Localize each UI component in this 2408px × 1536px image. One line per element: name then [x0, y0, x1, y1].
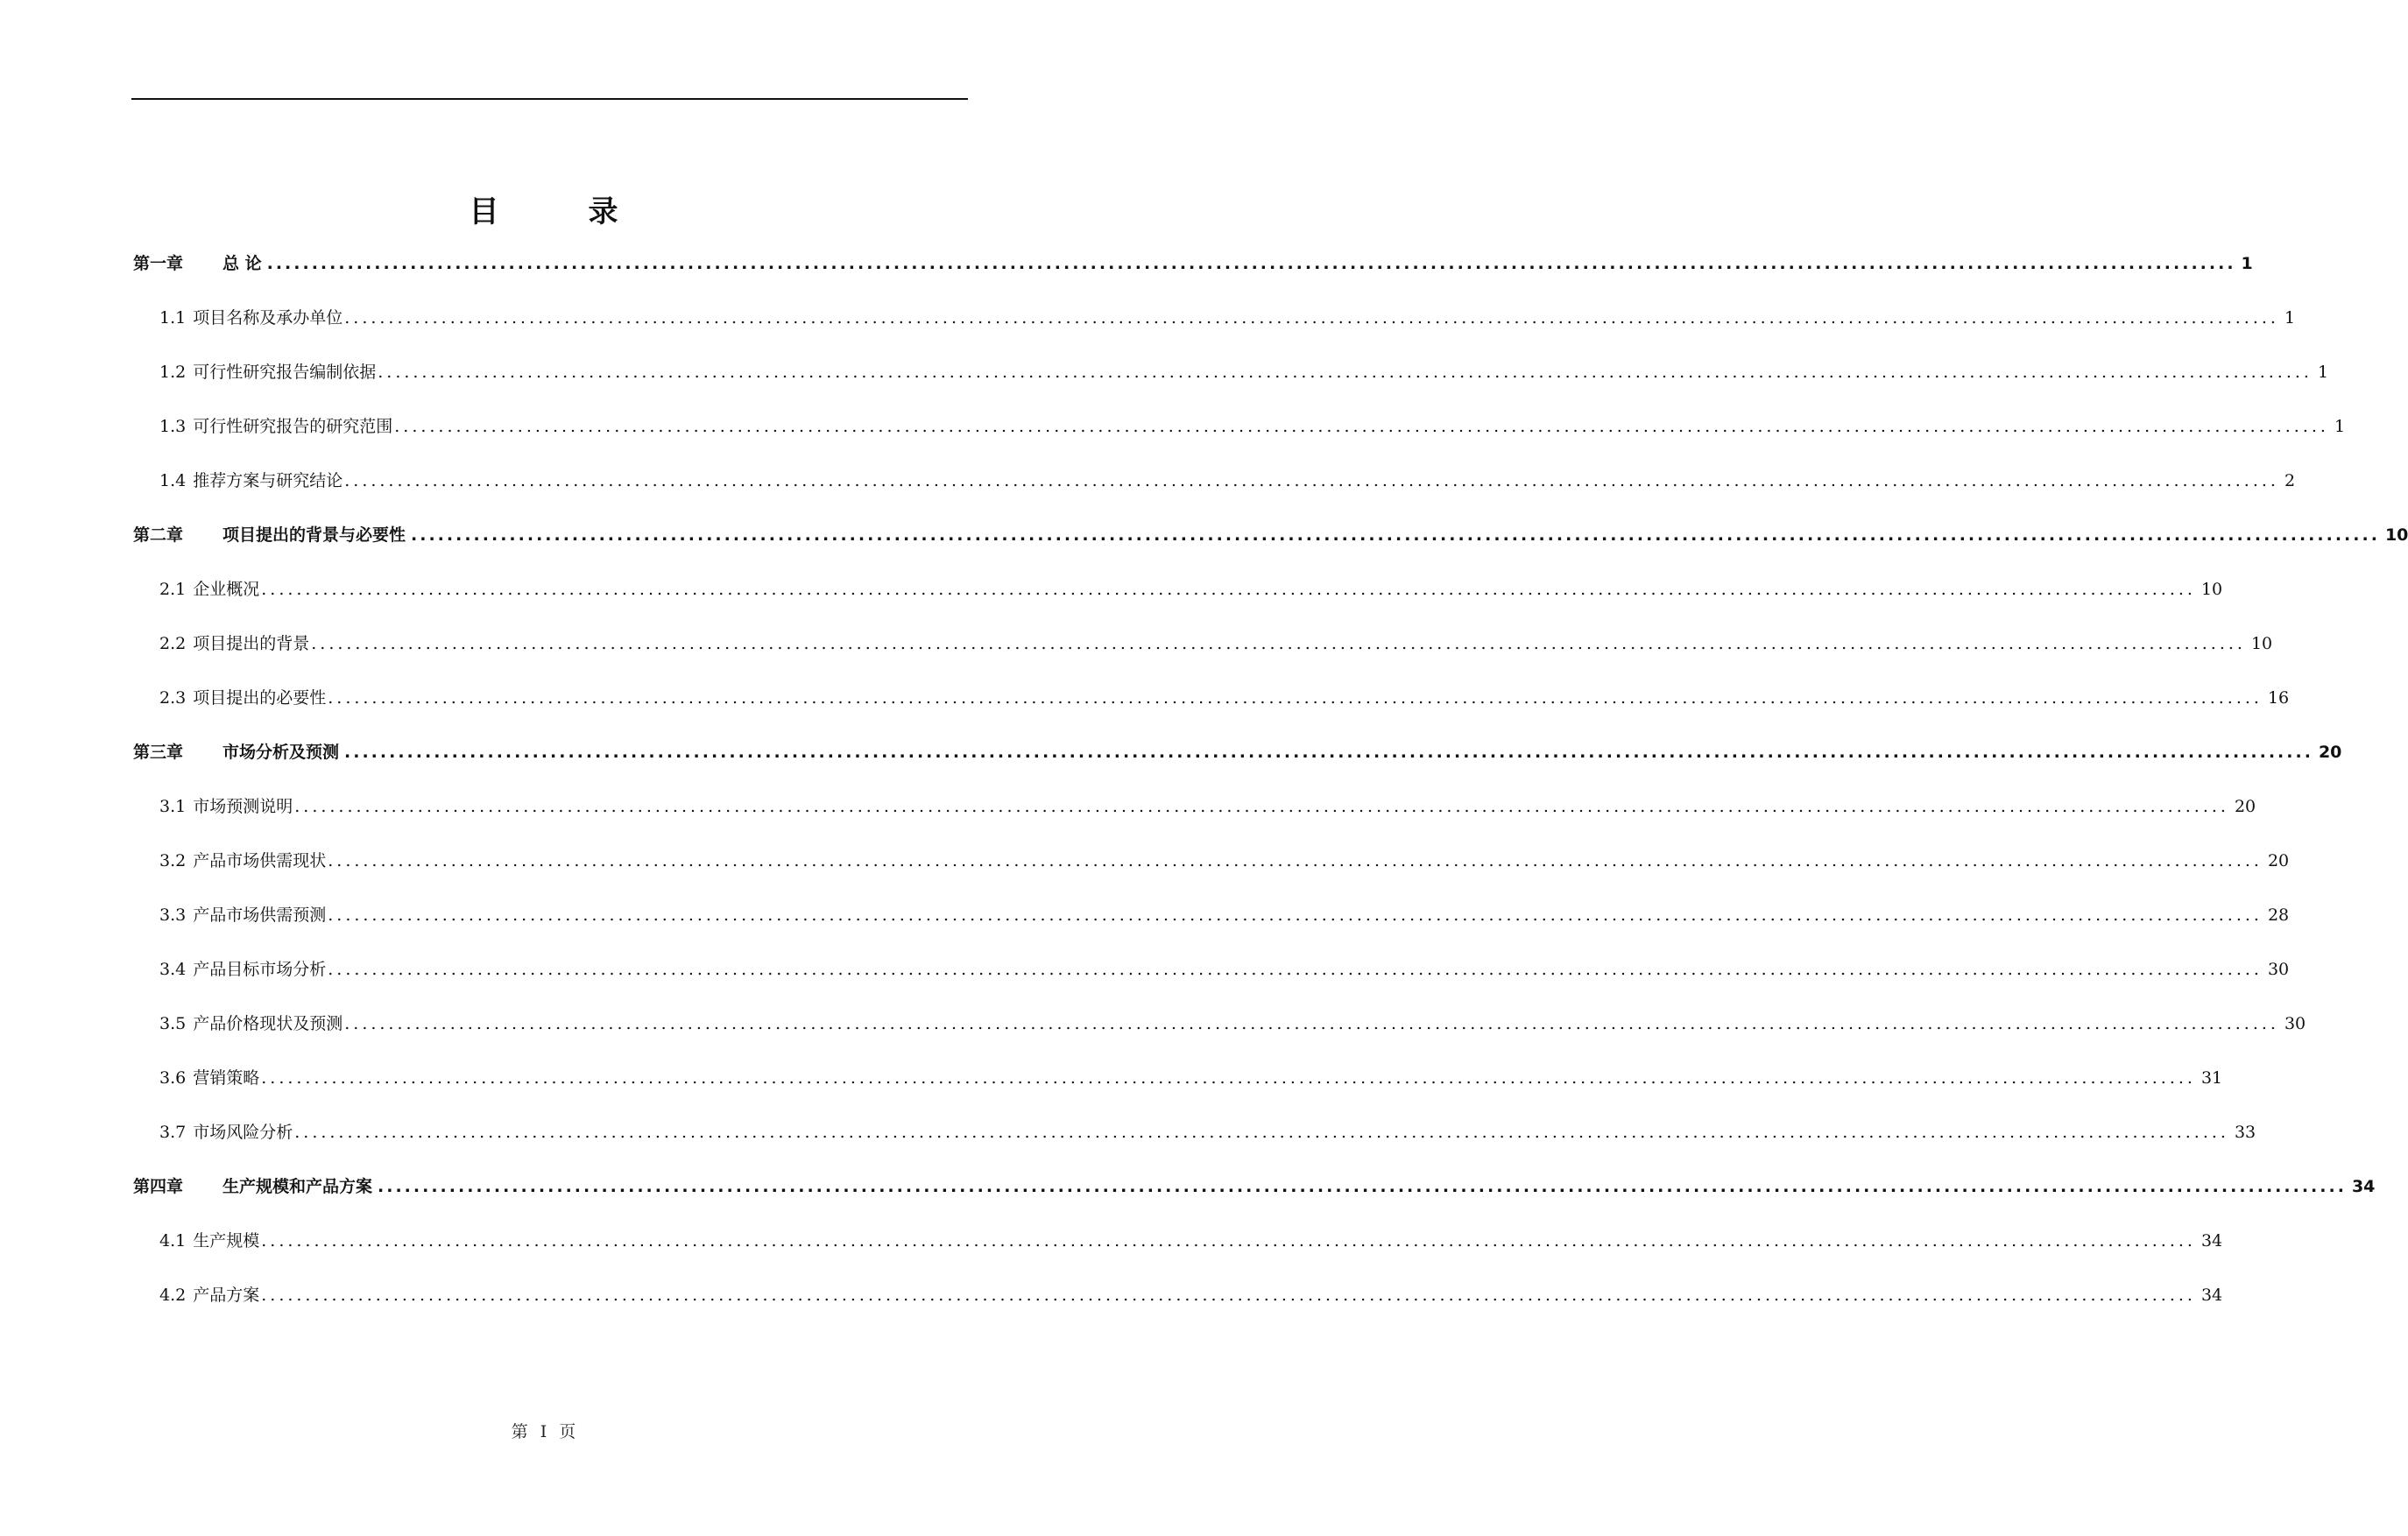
toc-dot-leader: ............................................................................................................................................................................................................................	[378, 363, 2313, 382]
toc-dot-leader: ............................................................................................................................................................................................................................	[294, 1123, 2229, 1142]
toc-entry-title: 营销策略	[193, 1068, 260, 1088]
toc-entry-page: 31	[2200, 1068, 2223, 1088]
toc-entry-page: 10	[2250, 634, 2273, 653]
toc-dot-leader: ............................................................................................................................................................................................................................	[378, 1177, 2347, 1196]
toc-entry-number: 3.1	[159, 797, 187, 816]
toc-entry-number: 3.3	[159, 905, 187, 925]
toc-dot-leader: ............................................................................................................................................................................................................................	[311, 634, 2246, 653]
toc-entry-page: 20	[2234, 797, 2256, 816]
toc-entry-number: 1.3	[159, 417, 187, 436]
toc-section-entry[interactable]	[133, 1282, 2223, 1336]
toc-list	[133, 250, 2408, 1336]
footer-suffix: 页	[559, 1422, 576, 1441]
toc-entry-number: 3.7	[159, 1123, 187, 1142]
toc-entry-title: 总 论	[222, 254, 262, 273]
toc-entry-title: 产品市场供需现状	[193, 851, 327, 870]
toc-entry-title: 项目名称及承办单位	[193, 308, 343, 328]
toc-dot-leader: ............................................................................................................................................................................................................................	[266, 254, 2236, 273]
toc-entry-number: 1.2	[159, 363, 187, 382]
toc-section-entry[interactable]	[133, 305, 2296, 359]
toc-section-entry[interactable]	[133, 413, 2346, 468]
toc-section-entry[interactable]	[133, 468, 2296, 522]
toc-entry-title: 市场风险分析	[193, 1123, 293, 1142]
toc-chapter-entry[interactable]	[133, 250, 2253, 305]
toc-entry-title: 产品价格现状及预测	[193, 1014, 343, 1033]
toc-entry-page: 16	[2267, 688, 2290, 708]
toc-entry-title: 产品方案	[193, 1286, 260, 1305]
toc-entry-title: 企业概况	[193, 580, 260, 599]
toc-entry-page: 34	[2200, 1286, 2223, 1305]
toc-dot-leader: ............................................................................................................................................................................................................................	[344, 1014, 2279, 1033]
toc-entry-number: 1.1	[159, 308, 187, 328]
toc-entry-title: 市场预测说明	[193, 797, 293, 816]
toc-section-entry[interactable]	[133, 793, 2256, 848]
toc-entry-page: 34	[2200, 1231, 2223, 1251]
toc-section-entry[interactable]	[133, 848, 2290, 902]
toc-entry-title: 产品目标市场分析	[193, 960, 327, 979]
toc-entry-title: 可行性研究报告的研究范围	[193, 417, 393, 436]
toc-entry-number: 1.4	[159, 471, 187, 490]
toc-dot-leader: ............................................................................................................................................................................................................................	[328, 960, 2263, 979]
toc-entry-page: 30	[2267, 960, 2290, 979]
toc-section-entry[interactable]	[133, 1011, 2306, 1065]
toc-entry-number: 3.6	[159, 1068, 187, 1088]
toc-entry-page: 1	[2284, 308, 2296, 328]
toc-entry-page: 1	[2334, 417, 2346, 436]
toc-entry-number: 3.5	[159, 1014, 187, 1033]
toc-chapter-entry[interactable]	[133, 1173, 2376, 1228]
toc-dot-leader: ............................................................................................................................................................................................................................	[411, 525, 2380, 545]
toc-entry-number: 2.1	[159, 580, 187, 599]
toc-section-entry[interactable]	[133, 902, 2290, 956]
toc-title: 目 录	[469, 194, 648, 229]
toc-entry-number: 3.4	[159, 960, 187, 979]
toc-entry-title: 项目提出的必要性	[193, 688, 327, 708]
footer-page-number: I	[540, 1422, 547, 1441]
toc-entry-number: 2.3	[159, 688, 187, 708]
toc-section-entry[interactable]	[133, 956, 2290, 1011]
toc-dot-leader: ............................................................................................................................................................................................................................	[261, 580, 2196, 599]
toc-dot-leader: ............................................................................................................................................................................................................................	[344, 471, 2279, 490]
toc-entry-page: 1	[2241, 254, 2253, 273]
toc-entry-page: 10	[2384, 525, 2408, 545]
toc-entry-title: 项目提出的背景	[193, 634, 310, 653]
toc-entry-title: 项目提出的背景与必要性	[222, 525, 406, 545]
toc-entry-page: 1	[2317, 363, 2329, 382]
toc-entry-page: 2	[2284, 471, 2296, 490]
toc-section-entry[interactable]	[133, 1228, 2223, 1282]
toc-entry-number: 第四章	[133, 1177, 184, 1196]
toc-entry-title: 生产规模和产品方案	[222, 1177, 373, 1196]
toc-dot-leader: ............................................................................................................................................................................................................................	[294, 797, 2229, 816]
toc-entry-number: 第二章	[133, 525, 184, 545]
header-rule	[131, 98, 968, 100]
toc-entry-number: 3.2	[159, 851, 187, 870]
toc-chapter-entry[interactable]	[133, 739, 2342, 793]
toc-section-entry[interactable]	[133, 1119, 2256, 1173]
toc-section-entry[interactable]	[133, 631, 2273, 685]
toc-dot-leader: ............................................................................................................................................................................................................................	[328, 905, 2263, 925]
toc-dot-leader: ............................................................................................................................................................................................................................	[394, 417, 2329, 436]
toc-chapter-entry[interactable]	[133, 522, 2408, 576]
toc-entry-title: 生产规模	[193, 1231, 260, 1251]
toc-entry-page: 10	[2200, 580, 2223, 599]
toc-entry-page: 20	[2267, 851, 2290, 870]
toc-entry-number: 4.2	[159, 1286, 187, 1305]
toc-entry-number: 2.2	[159, 634, 187, 653]
toc-entry-page: 28	[2267, 905, 2290, 925]
toc-entry-number: 4.1	[159, 1231, 187, 1251]
toc-dot-leader: ............................................................................................................................................................................................................................	[261, 1286, 2196, 1305]
toc-entry-number: 第一章	[133, 254, 184, 273]
toc-dot-leader: ............................................................................................................................................................................................................................	[261, 1231, 2196, 1251]
footer-prefix: 第	[511, 1422, 528, 1441]
toc-entry-page: 20	[2318, 743, 2342, 762]
toc-section-entry[interactable]	[133, 576, 2223, 631]
toc-entry-title: 市场分析及预测	[222, 743, 340, 762]
toc-section-entry[interactable]	[133, 1065, 2223, 1119]
toc-dot-leader: ............................................................................................................................................................................................................................	[261, 1068, 2196, 1088]
toc-dot-leader: ............................................................................................................................................................................................................................	[344, 743, 2313, 762]
page-footer	[0, 1419, 1087, 1442]
toc-dot-leader: ............................................................................................................................................................................................................................	[344, 308, 2279, 328]
toc-section-entry[interactable]	[133, 359, 2329, 413]
toc-section-entry[interactable]	[133, 685, 2290, 739]
toc-entry-title: 产品市场供需预测	[193, 905, 327, 925]
toc-entry-title: 可行性研究报告编制依据	[193, 363, 377, 382]
toc-dot-leader: ............................................................................................................................................................................................................................	[328, 851, 2263, 870]
toc-dot-leader: ............................................................................................................................................................................................................................	[328, 688, 2263, 708]
toc-entry-page: 33	[2234, 1123, 2256, 1142]
toc-entry-title: 推荐方案与研究结论	[193, 471, 343, 490]
toc-entry-number: 第三章	[133, 743, 184, 762]
toc-entry-page: 34	[2351, 1177, 2376, 1196]
toc-entry-page: 30	[2284, 1014, 2306, 1033]
